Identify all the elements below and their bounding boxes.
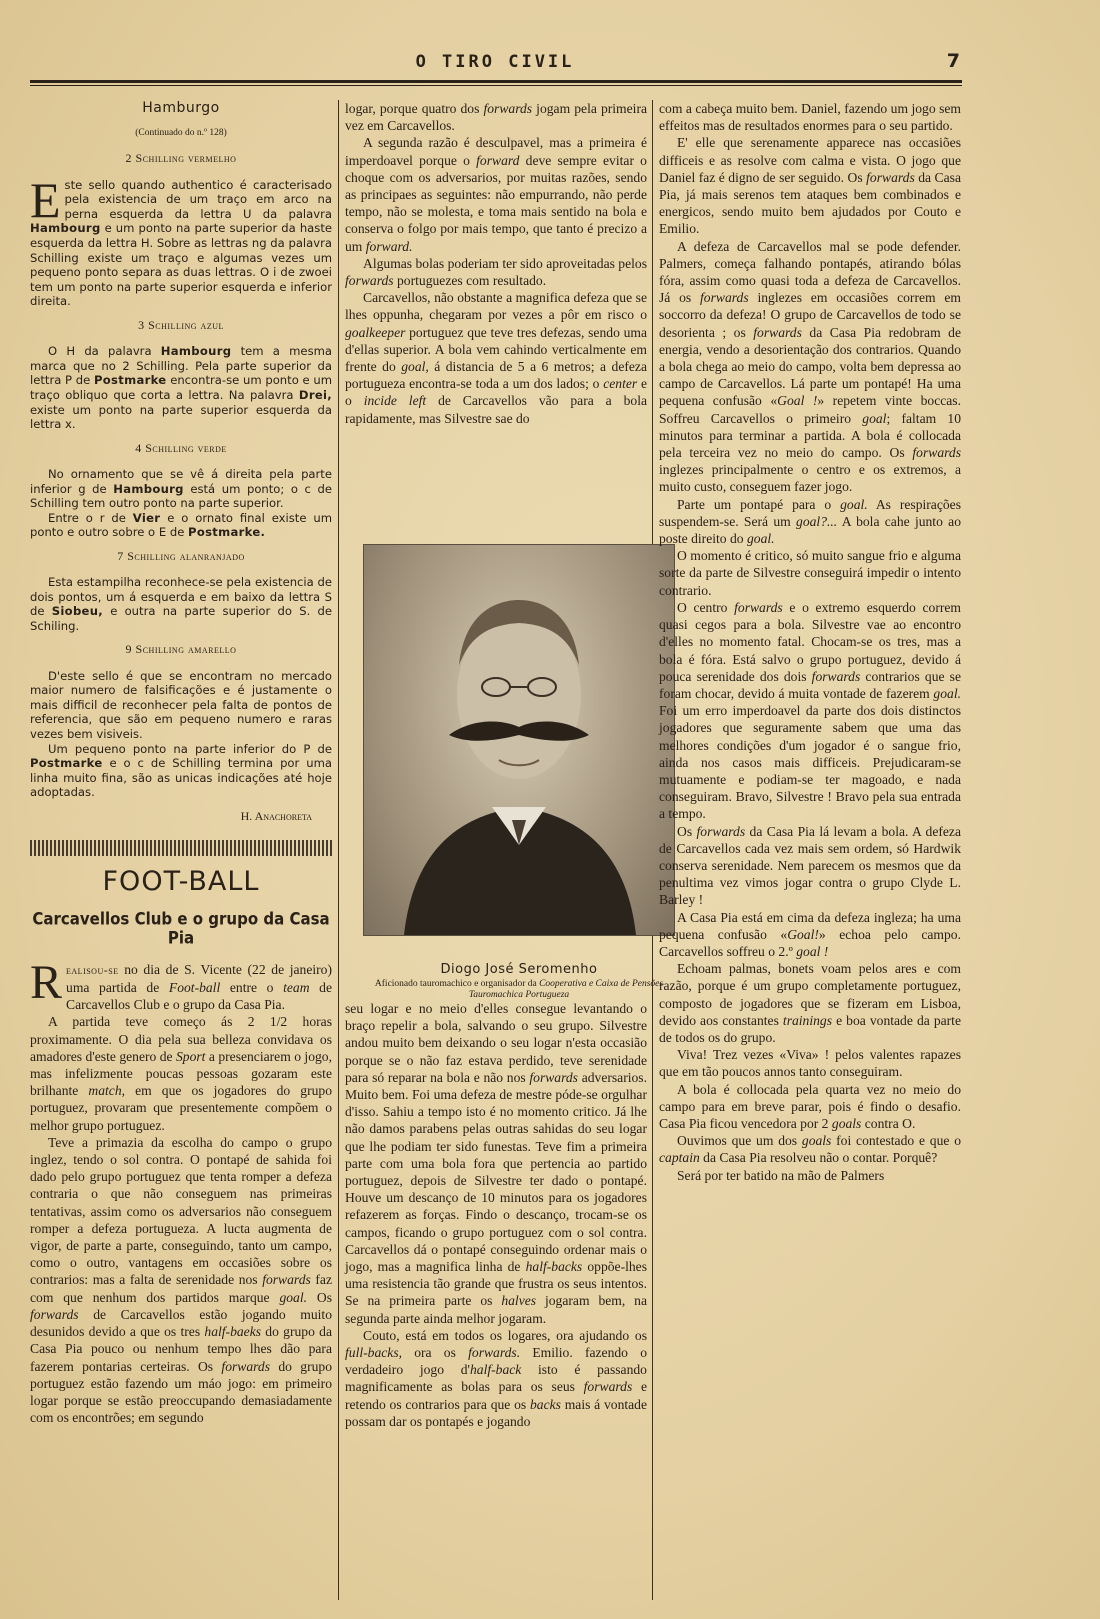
stamp-description: Este sello quando authentico é caracterisado pela existencia de um traço em arco na perna esquerda da lettra U da palavra Hambourg e um ponto na parte superior da haste esquerda da lettra H. Sobre as lettras ng da palavra Schilling existe um traço e algumas vezes um pequeno ponto separa as duas lettras. O i de zwoei tem um ponto na parte superior esquerda e inferior direita. bbox=[30, 171, 332, 309]
page-number: 7 bbox=[946, 50, 960, 72]
article-title: Carcavellos Club e o grupo da Casa Pia bbox=[32, 909, 330, 949]
article-heading-hamburgo: Hamburgo bbox=[142, 100, 220, 116]
masthead bbox=[30, 48, 960, 82]
caption-description: Aficionado tauromachico e organisador da Cooperativa e Caixa de Pensões Tauromachica Portugueza bbox=[374, 979, 664, 1000]
column-3 bbox=[659, 100, 961, 1184]
continuation-note: (Continuado do n.º 128) bbox=[135, 128, 227, 139]
portrait-illustration bbox=[364, 545, 674, 935]
column-2-top: logar, porque quatro dos forwards jogam pela primeira vez em Carcavellos. A segunda razão é desculpavel, mas a primeira é imperdoavel porque o forward deve sempre evitar o choque com os adversarios, por muitas razões, sendo as principaes as seguintes: não empurrando, não perde tempo, não se molesta, e toma mais sentido na bola e conserva o folgo por mais tempo, que tanto é precizo a um forward. Algumas bolas poderiam ter sido aproveitadas pelos forwards portuguezes com resultado. Carcavellos, não obstante a magnifica defeza que se lhes oppunha, chegaram por vezes a pôr em risco o goalkeeper portuguez que teve tres defezas, sendo uma d'ellas superior. A bola vem cahindo verticalmente em frente do goal, á distancia de 5 a 6 metros; a defeza portugueza encontra-se toda a um dos lados; o center e o incide left de Carcavellos vão para a bola rapidamente, mas Silvestre sae do bbox=[345, 101, 648, 426]
drop-cap: R bbox=[30, 955, 63, 1009]
stamp-description: Esta estampilha reconhece-se pela existencia de dois pontos, um á esquerda e em baixo da lettra S de Siobeu, e outra na parte superior do S. de Schiling. bbox=[30, 575, 332, 633]
author-signature: H. Anachoreta bbox=[240, 809, 312, 824]
stamp-heading: 9 Schilling amarello bbox=[125, 642, 237, 657]
header-rule bbox=[30, 80, 962, 83]
stamp-heading: 7 Schilling alanranjado bbox=[117, 548, 245, 563]
stamp-description: D'este sello é que se encontram no mercado maior numero de falsificações e é justamente o mais difficil de reconhecer pela falta de pontos de referencia, que são em pequeno numero e raras vezes bem visiveis. Um pequeno ponto na parte inferior do P de Postmarke e o c de Schilling termina por uma linha muito fina, são as unicas indicações até hoje adoptadas. bbox=[30, 668, 332, 800]
section-title: FOOT-BALL bbox=[102, 866, 260, 898]
stamp-heading: 2 Schilling vermelho bbox=[125, 151, 237, 166]
stamp-description: O H da palavra Hambourg tem a mesma marca que no 2 Schilling. Pela parte superior da lettra P de Postmarke encontra-se um ponto e um traço obliquo que corta a lettra. Na palavra Drei, existe um ponto na parte superior esquerda da lettra x. bbox=[30, 344, 333, 432]
article-body: Realisou-se no dia de S. Vicente (22 de janeiro) uma partida de Foot-ball entre o team de Carcavellos Club e o grupo da Casa Pia. A partida teve começo ás 2 1/2 horas proximamente. O dia pela sua belleza convidava os amadores d'este genero de Sport a presenciarem o jogo, mas infelizmente poucas pessoas gozaram este brilhante match, em que os jogadores do grupo portuguez, provaram que presentemente compõem o melhor grupo portuguez. Teve a primazia da escolha do campo o grupo inglez, tendo o sol contra. O pontapé de sahida foi dado pelo grupo portuguez que tenta romper a defeza contraria o que não conseguem nas primeiras tentativas, assim como os adversarios não conseguem romper a defeza portugueza. A lucta augmenta de vigor, de parte a parte, conseguindo, tanto um campo, como o outro, vantagens em occasiões sobre os contrarios: mas a falta de serenidade nos forwards faz com que nenhum dos partidos marque goal. Os forwards de Carcavellos estão jogando muito desunidos devido a que os tres half-baeks do grupo da Casa Pia pouco ou nenhum tempo lhes dão para fazerem pontarias certeiras. Os forwards do grupo portuguez estão fazendo um máo jogo: em primeiro logar porque se estão preoccupando demasiadamente com os encontrões; em segundo bbox=[30, 955, 333, 1426]
stamp-heading: 3 Schilling azul bbox=[138, 317, 224, 332]
caption-name: Diogo José Seromenho bbox=[440, 962, 598, 977]
stamp-heading: 4 Schilling verde bbox=[135, 440, 227, 455]
stamp-description: No ornamento que se vê á direita pela parte inferior g de Hambourg está um ponto; o c de Schilling tem outro ponto na parte superior. Entre o r de Vier e o ornato final existe um ponto e outro sobre o E de Postmarke. bbox=[30, 466, 332, 540]
header-rule-thin bbox=[30, 85, 962, 86]
ornamental-divider bbox=[30, 839, 332, 857]
newspaper-title: O TIRO CIVIL bbox=[415, 52, 575, 72]
column-divider bbox=[338, 100, 339, 1600]
column-3-text: com a cabeça muito bem. Daniel, fazendo um jogo sem effeitos mas de resultados enormes para o seu partido. E' elle que serenamente apparece nas occasiões difficeis e as resolve com calma e vista. O jogo que Daniel faz é digno de ser seguido. Os forwards da Casa Pia, já mais serenos tem ataques bem combinados e energicos, sendo muito bem ajudados por Couto e Emilio. A defeza de Carcavellos mal se pode defender. Palmers, começa falhando pontapés, atirando bólas fóra, assim como quasi toda a defeza de Carcavellos. Já os forwards inglezes em occasiões correm em soccorro da defeza! O grupo de Carcavellos de todo se desorienta ; os forwards da Casa Pia redobram de energia, vendo a desorientação dos contrarios. Quando a bola chega ao meio do campo, volta bem depressa ao campo de Carcavellos. Lá parte um pontapé! Ha uma pequena confusão «Goal !» repetem vinte boccas. Soffreu Carcavellos o primeiro goal; faltam 10 minutos para terminar a partida. A bola é collocada pela terceira vez no meio do campo. Os forwards inglezes principalmente o centro e os extremos, a muito custo, conseguem fazer jogo. Parte um pontapé para o goal. As respirações suspendem-se. Será um goal?... A bola cahe junto ao poste direito do goal. O momento é critico, só muito sangue frio e alguma sorte da parte de Silvestre conseguirá impedir o intento contrario. O centro forwards e o extremo esquerdo correm quasi cegos para a bola. Silvestre vae ao encontro d'elles no momento fatal. Chocam-se os tres, mas a bola é fóra. Está salvo o grupo portuguez, devido á pouca serenidade dos dois forwards contrarios que se foram chocar, devido á muita vontade de fazerem goal. Foi um erro imperdoavel da parte dos dois distinctos jogadores que seguramente sabem que uma das melhores condições d'um jogador é o sangue frio, ainda nos casos mais difficeis. Prejudicaram-se mutuamente e podiam-se ter magoado, e nada conseguiram. Bravo, Silvestre ! Bravo pela sua entrada a tempo. Os forwards da Casa Pia lá levam a bola. A defeza de Carcavellos cada vez mais sem ordem, só Hardwik conserva serenidade. Nem parecem os mesmos que da penultima vez vimos jogar contra o grupo Clyde L. Barley ! A Casa Pia está em cima da defeza ingleza; ha uma pequena confusão «Goal!» echoa pelo campo. Carcavellos soffreu o 2.º goal ! Echoam palmas, bonets voam pelos ares e com razão, porque é um grupo completamente portuguez, composto de jogadores que se fizeram em Lisboa, devido aos constantes trainings e boa vontade da parte de todos os do grupo. Viva! Trez vezes «Viva» ! pelos valentes rapazes que em tão poucos annos tanto conseguiram. A bola é collocada pela quarta vez no meio do campo para em breve parar, pois é findo o desafio. Casa Pia ficou vencedora por 2 goals contra O. Ouvimos que um dos goals foi contestado e que o captain da Casa Pia resolveu não o contar. Porquê? Será por ter batido na mão de Palmers bbox=[659, 101, 962, 1183]
portrait-photo bbox=[363, 544, 675, 936]
column-2-bottom: seu logar e no meio d'elles consegue levantando o braço repelir a bola, salvando o seu grupo. Silvestre andou muito bem deixando o seu logar n'esta occasião porque se o não faz estava perdido, teve serenidade para só reparar na bola e não nos forwards adversarios. Muito bem. Foi uma defeza de mestre póde-se orgulhar d'isso. Sahiu a tempo isto é no momento critico. Já lhe não damos parabens pelas outras sahidas do seu logar que lhe podiam ter sido funestas. Teve fim a primeira parte com uma bola fora que pertencia ao partido portuguez, depois de Silvestre ter dado o pontapé. Houve um descanço de 10 minutos para os jogadores refazerem as forças. Findo o descanço, trocam-se os campos, ficando o grupo portuguez com o sol contra. Carcavellos dá o pontapé conseguindo ordenar mais o jogo, mas a magnifica linha de half-backs oppõe-lhes uma resistencia tão grande que frustra os seus intentos. Se na primeira parte os halves jogaram bem, na segunda parte ainda melhor jogaram. Couto, está em todos os logares, ora ajudando os full-backs, ora os forwards. Emilio. fazendo o verdadeiro jogo d'half-back isto é passando magnificamente as bolas para os seus forwards e retendo os contrarios para que os backs mais á vontade possam dar os pontapés e jogando bbox=[345, 1001, 648, 1429]
portrait-caption bbox=[355, 962, 683, 1001]
drop-cap: E bbox=[30, 171, 61, 228]
column-1 bbox=[30, 100, 332, 1426]
